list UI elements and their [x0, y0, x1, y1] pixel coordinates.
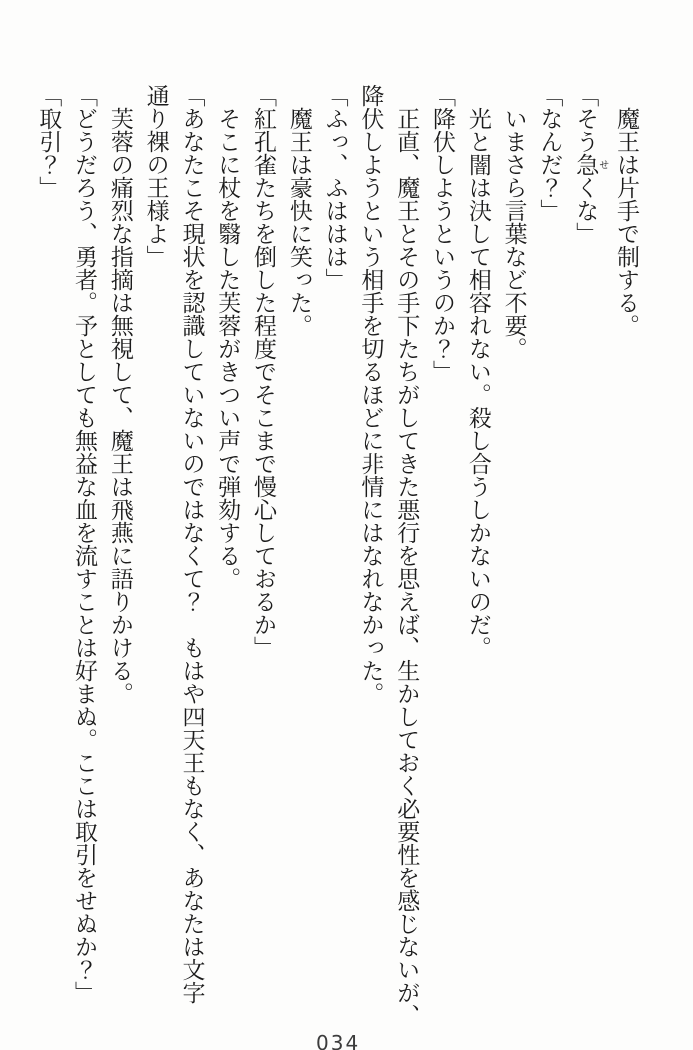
text-line: 降伏しようという相手を切るほどに非情にはなれなかった。: [357, 84, 384, 705]
text-line: 魔王は片手で制する。: [613, 84, 639, 337]
text-line: 「降伏しようというのか？」: [429, 84, 456, 383]
page-number: 034: [316, 1031, 361, 1050]
text-line: そこに杖を翳した芙蓉がきつい声で弾劾する。: [214, 84, 241, 590]
furigana: せ: [596, 153, 608, 176]
text-line: 通り裸の王様よ」: [142, 84, 169, 268]
page-text: [29, 84, 643, 1027]
text-line: いまさら言葉など不要。: [500, 84, 527, 360]
text-line: 光と闇は決して相容れない。殺し合うしかないのだ。: [464, 84, 491, 659]
text-line: 魔王は豪快に笑った。: [285, 84, 312, 337]
text-line: 「ふっ、ふははは」: [321, 84, 348, 291]
ruby-base: 急せ: [572, 153, 608, 176]
text-line: 芙蓉の痛烈な指摘は無視して、魔王は飛燕に語りかける。: [106, 84, 133, 705]
text-line: 「あなたこそ現状を認識していないのではなくて？ もはや四天王もなく、あなたは文字: [178, 84, 205, 1004]
text-line: 正直、魔王とその手下たちがしてきた悪行を思えば、生かしておく必要性を感じないが、: [393, 84, 420, 1027]
text-line: 「紅孔雀たちを倒した程度でそこまで慢心しておるか」: [250, 84, 277, 659]
text-line: 「どうだろう、勇者。予としても無益な血を流すことは好まぬ。ここは取引をせぬか？」: [71, 84, 98, 1004]
text-line: 「そう急せくな」: [572, 84, 608, 245]
text-line: 「なんだ？」: [536, 84, 563, 222]
text-line: 「取引？」: [35, 84, 62, 199]
